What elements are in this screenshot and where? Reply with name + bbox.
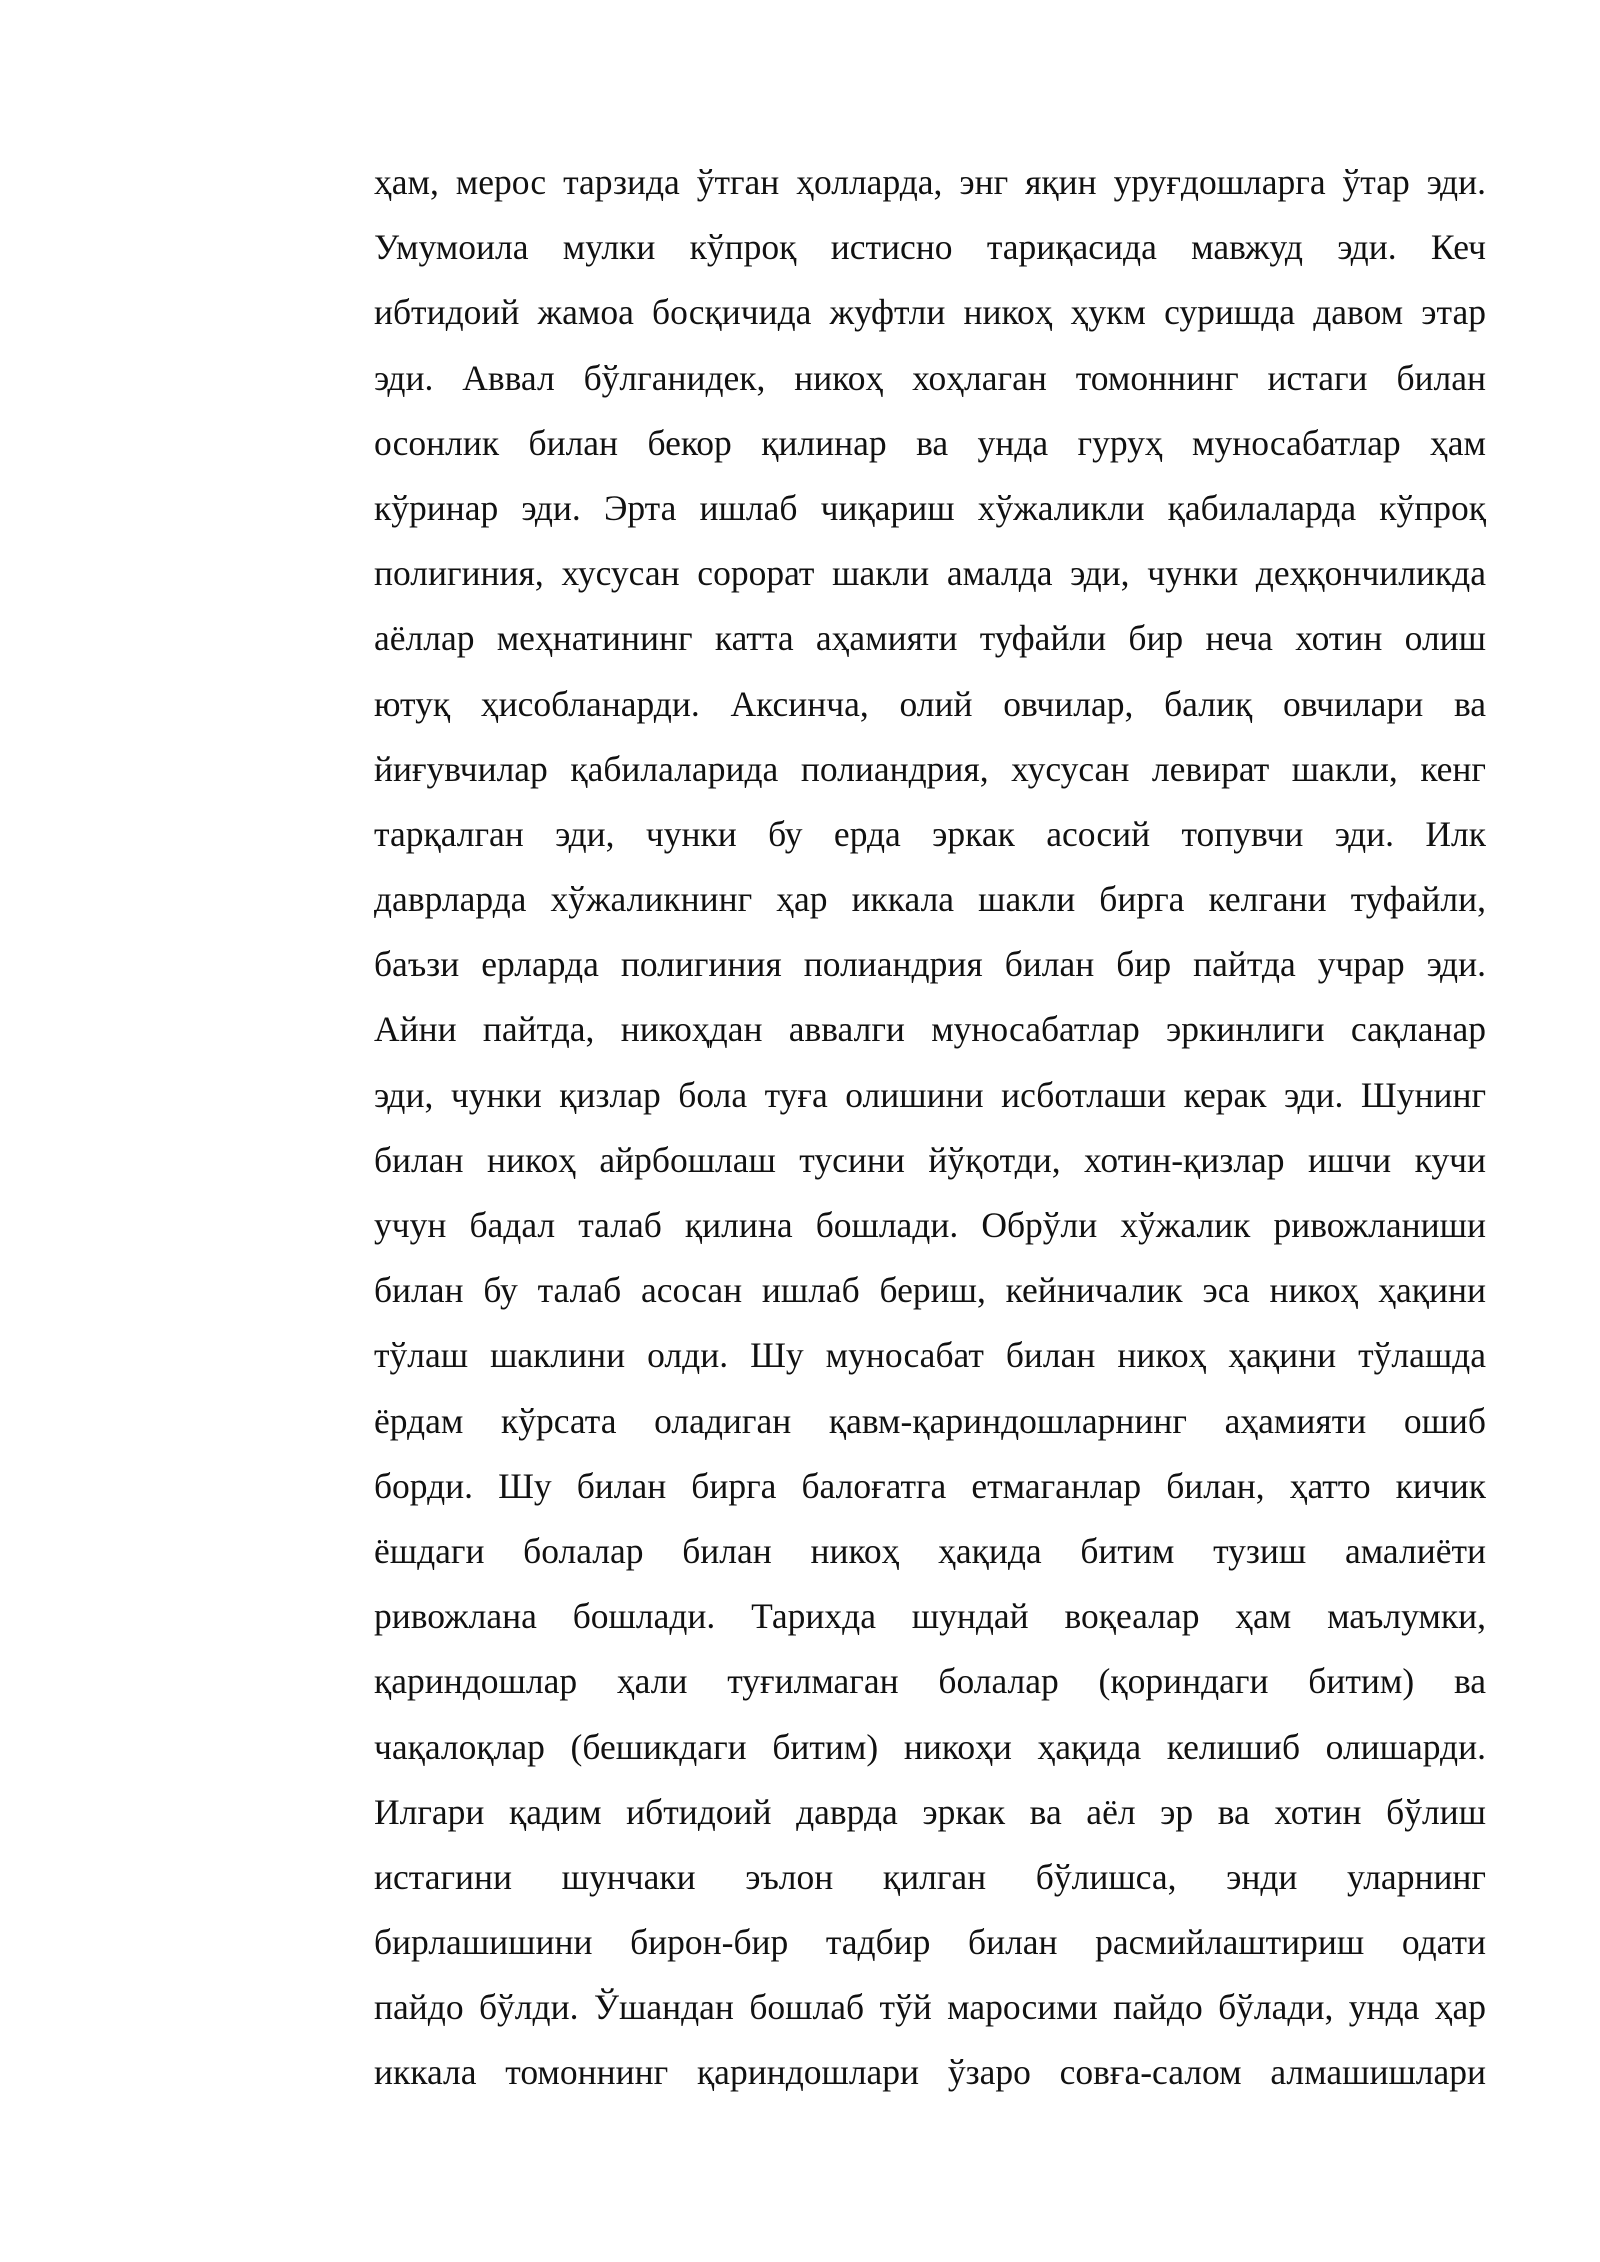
text-line: даврларда хўжаликнинг ҳар иккала шакли бирга келгани туфайли, — [374, 879, 1486, 920]
text-line: учун бадал талаб қилина бошлади. Обрўли хўжалик ривожланиши — [374, 1205, 1486, 1245]
text-line: борди. Шу билан бирга балоғатга етмаганлар билан, ҳатто кичик — [374, 1465, 1486, 1506]
text-line: ёшдаги болалар билан никоҳ ҳақида битим тузиш амалиёти — [374, 1530, 1486, 1571]
text-line: тўлаш шаклини олди. Шу муносабат билан никоҳ ҳақини тўлашда — [374, 1335, 1486, 1376]
text-line: эди, чунки қизлар бола туға олишини исботлаши керак эди. Шунинг — [374, 1074, 1486, 1115]
text-line: билан бу талаб асосан ишлаб бериш, кейничалик эса никоҳ ҳақини — [374, 1270, 1486, 1311]
text-line: ҳам, мерос тарзида ўтган ҳолларда, энг яқин уруғдошларга ўтар эди. — [374, 162, 1486, 202]
text-line: Айни пайтда, никоҳдан аввалги муносабатлар эркинлиги сақланар — [374, 1009, 1486, 1050]
text-line: йиғувчилар қабилаларида полиандрия, хусусан левират шакли, кенг — [374, 748, 1486, 789]
text-line: қариндошлар ҳали туғилмаган болалар (қориндаги битим) ва — [374, 1661, 1486, 1702]
text-line: истагини шунчаки эълон қилган бўлишса, энди уларнинг — [374, 1856, 1486, 1897]
text-line: эди. Аввал бўлганидек, никоҳ хоҳлаган томоннинг истаги билан — [374, 357, 1486, 398]
text-line: Умумоила мулки кўпроқ истисно тариқасида мавжуд эди. Кеч — [374, 227, 1486, 268]
text-line: полигиния, хусусан сорорат шакли амалда эди, чунки деҳқончиликда — [374, 553, 1486, 594]
text-line: бирлашишини бирон-бир тадбир билан расмийлаштириш одати — [374, 1922, 1486, 1963]
text-line: осонлик билан бекор қилинар ва унда гуруҳ муносабатлар ҳам — [374, 422, 1486, 463]
text-line: аёллар меҳнатининг катта аҳамияти туфайли бир неча хотин олиш — [374, 618, 1486, 659]
text-line: Илгари қадим ибтидоий даврда эркак ва аёл эр ва хотин бўлиш — [374, 1791, 1486, 1832]
text-line: баъзи ерларда полигиния полиандрия билан бир пайтда учрар эди. — [374, 944, 1486, 985]
text-line: билан никоҳ айрбошлаш тусини йўқотди, хотин-қизлар ишчи кучи — [374, 1139, 1486, 1180]
body-text — [374, 150, 1486, 2106]
text-line: ютуқ ҳисобланарди. Аксинча, олий овчилар, балиқ овчилари ва — [374, 683, 1486, 724]
text-line: пайдо бўлди. Ўшандан бошлаб тўй маросими пайдо бўлади, унда ҳар — [374, 1987, 1486, 2028]
text-line: иккала томоннинг қариндошлари ўзаро совға-салом алмашишлари — [374, 2052, 1486, 2093]
text-line: ибтидоий жамоа босқичида жуфтли никоҳ ҳукм суришда давом этар — [374, 292, 1486, 333]
text-line: кўринар эди. Эрта ишлаб чиқариш хўжаликли қабилаларда кўпроқ — [374, 487, 1486, 528]
text-line: чақалоқлар (бешикдаги битим) никоҳи ҳақида келишиб олишарди. — [374, 1726, 1486, 1767]
text-line: ёрдам кўрсата оладиган қавм-қариндошларнинг аҳамияти ошиб — [374, 1400, 1486, 1441]
text-line: ривожлана бошлади. Тарихда шундай воқеалар ҳам маълумки, — [374, 1596, 1486, 1637]
text-line: тарқалган эди, чунки бу ерда эркак асосий топувчи эди. Илк — [374, 813, 1486, 854]
